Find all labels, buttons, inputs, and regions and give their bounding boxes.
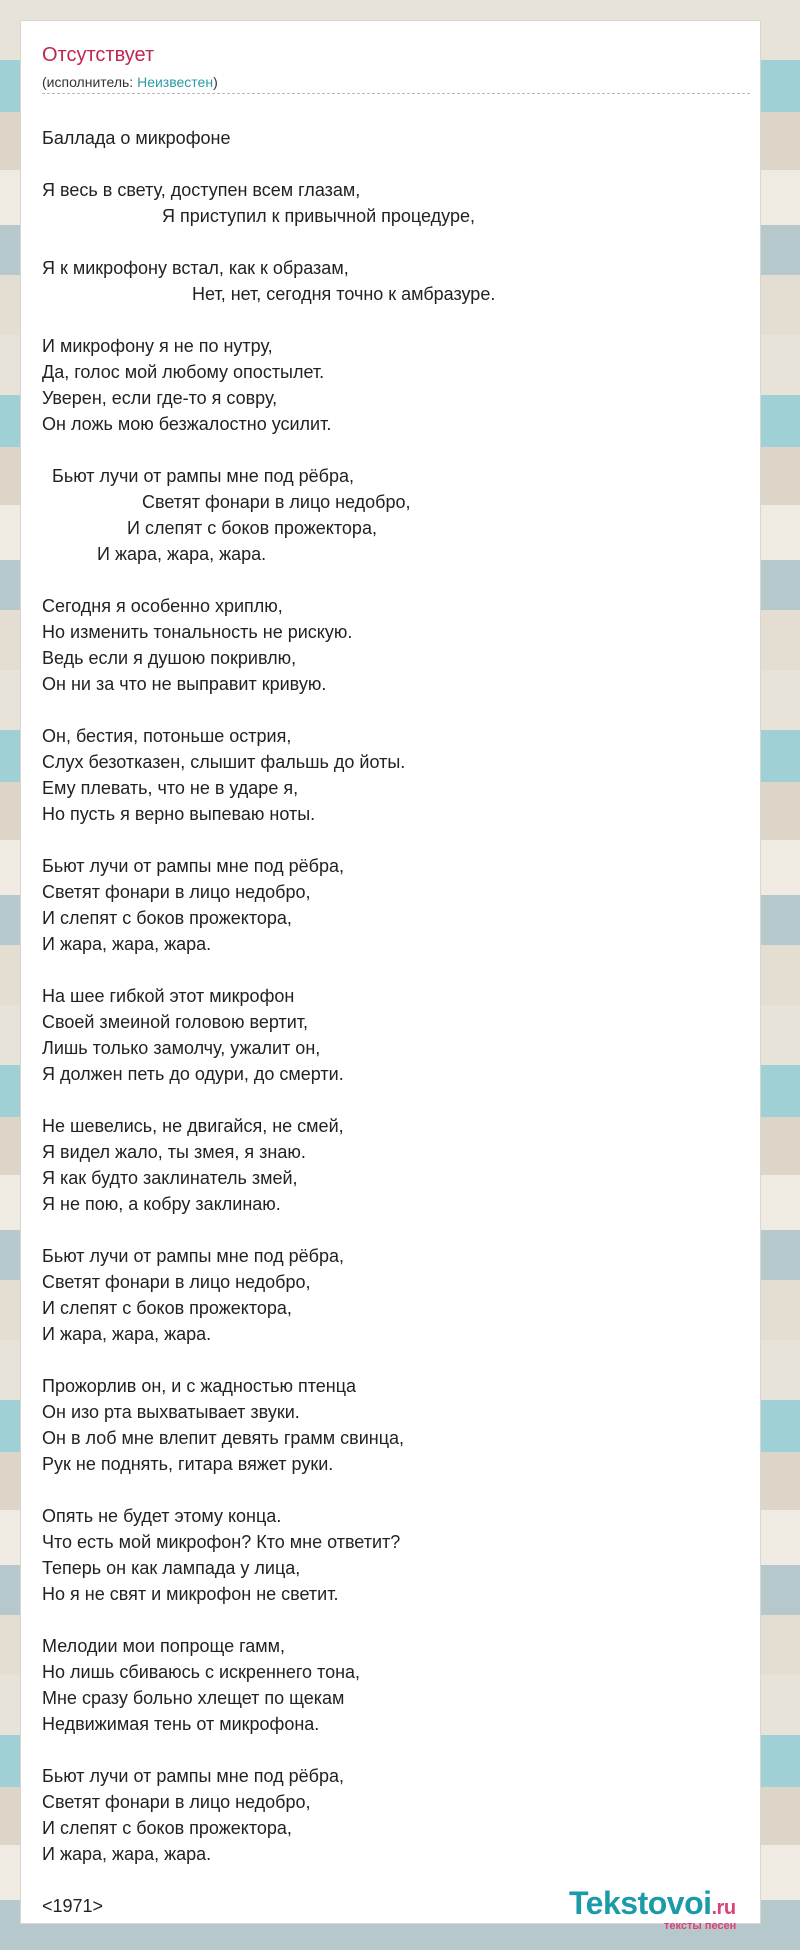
lyric-line: Сегодня я особенно хриплю, (42, 596, 283, 616)
logo-name: Tekstovoi (569, 1885, 712, 1921)
lyric-line (42, 1087, 495, 1113)
lyric-line: Но пусть я верно выпеваю ноты. (42, 804, 316, 824)
lyric-line (42, 567, 495, 593)
lyric-line (42, 229, 495, 255)
lyric-line: Что есть мой микрофон? Кто мне ответит? (42, 1532, 401, 1552)
lyric-line: Я должен петь до одури, до смерти. (42, 1064, 344, 1084)
lyric-line (42, 827, 495, 853)
artist-link[interactable]: Неизвестен (137, 74, 214, 90)
lyric-line: Баллада о микрофоне (42, 128, 231, 148)
lyric-line (42, 1347, 495, 1373)
lyric-line: Недвижимая тень от микрофона. (42, 1714, 320, 1734)
artist-line (42, 73, 218, 91)
lyric-line: Теперь он как лампада у лица, (42, 1558, 301, 1578)
lyric-line (42, 437, 495, 463)
lyric-line: Но лишь сбиваюсь с искреннего тона, (42, 1662, 361, 1682)
lyric-line: Мелодии мои попроще гамм, (42, 1636, 286, 1656)
lyrics-text (42, 125, 495, 1919)
lyric-line (42, 1867, 495, 1893)
lyric-line: Бьют лучи от рампы мне под рёбра, (42, 1246, 344, 1266)
lyric-line: Нет, нет, сегодня точно к амбразуре. (42, 284, 496, 304)
lyric-line: И жара, жара, жара. (42, 1324, 212, 1344)
lyric-line: Своей змеиной головою вертит, (42, 1012, 309, 1032)
lyric-line (42, 1217, 495, 1243)
lyric-line: Светят фонари в лицо недобро, (42, 1792, 311, 1812)
lyric-line: И жара, жара, жара. (42, 934, 212, 954)
lyric-line: На шее гибкой этот микрофон (42, 986, 295, 1006)
lyric-line: Ему плевать, что не в ударе я, (42, 778, 299, 798)
lyric-line: Но я не свят и микрофон не светит. (42, 1584, 339, 1604)
lyric-line (42, 957, 495, 983)
lyric-line: Я весь в свету, доступен всем глазам, (42, 180, 361, 200)
lyric-line (42, 151, 495, 177)
lyric-line (42, 697, 495, 723)
lyric-line: И слепят с боков прожектора, (42, 1818, 292, 1838)
lyric-line: Бьют лучи от рампы мне под рёбра, (42, 856, 344, 876)
lyric-line: Бьют лучи от рампы мне под рёбра, (42, 1766, 344, 1786)
lyric-line (42, 1737, 495, 1763)
logo-tagline: тексты песен (664, 1920, 737, 1932)
lyric-line: Прожорлив он, и с жадностью птенца (42, 1376, 357, 1396)
lyric-line: Он в лоб мне влепит девять грамм свинца, (42, 1428, 405, 1448)
lyric-line: И жара, жара, жара. (42, 544, 267, 564)
lyric-line: Опять не будет этому конца. (42, 1506, 282, 1526)
lyric-line: И микрофону я не по нутру, (42, 336, 273, 356)
lyrics-card (20, 20, 761, 1932)
divider (42, 93, 750, 94)
lyric-line: Бьют лучи от рампы мне под рёбра, (42, 466, 354, 486)
lyric-line: Он, бестия, потоньше острия, (42, 726, 292, 746)
lyric-line (42, 1607, 495, 1633)
lyric-line: Я не пою, а кобру заклинаю. (42, 1194, 281, 1214)
lyric-line: Слух безотказен, слышит фальшь до йоты. (42, 752, 406, 772)
lyric-line: Он изо рта выхватывает звуки. (42, 1402, 300, 1422)
lyric-line: Да, голос мой любому опостылет. (42, 362, 325, 382)
lyric-line: И жара, жара, жара. (42, 1844, 212, 1864)
lyric-line: Я приступил к привычной процедуре, (42, 206, 475, 226)
lyric-line: Он ложь мою безжалостно усилит. (42, 414, 332, 434)
lyric-line: Я как будто заклинатель змей, (42, 1168, 298, 1188)
lyric-line: И слепят с боков прожектора, (42, 908, 292, 928)
logo-suffix: .ru (711, 1897, 736, 1919)
lyric-line: Светят фонари в лицо недобро, (42, 492, 411, 512)
lyric-line: Я видел жало, ты змея, я знаю. (42, 1142, 306, 1162)
lyric-line: Уверен, если где-то я совру, (42, 388, 278, 408)
lyric-line (42, 1477, 495, 1503)
artist-suffix: ) (213, 74, 218, 90)
lyric-line: <1971> (42, 1896, 104, 1916)
lyric-line: Но изменить тональность не рискую. (42, 622, 353, 642)
lyric-line: Рук не поднять, гитара вяжет руки. (42, 1454, 334, 1474)
artist-prefix: (исполнитель: (42, 74, 138, 90)
lyric-line: Светят фонари в лицо недобро, (42, 1272, 311, 1292)
lyric-line: Мне сразу больно хлещет по щекам (42, 1688, 345, 1708)
lyric-line: Не шевелись, не двигайся, не смей, (42, 1116, 344, 1136)
lyric-line: Светят фонари в лицо недобро, (42, 882, 311, 902)
lyric-line: Я к микрофону встал, как к образам, (42, 258, 349, 278)
song-title: Отсутствует (42, 44, 155, 66)
lyric-line (42, 307, 495, 333)
lyric-line: Лишь только замолчу, ужалит он, (42, 1038, 321, 1058)
lyric-line: И слепят с боков прожектора, (42, 1298, 292, 1318)
lyric-line: Ведь если я душою покривлю, (42, 648, 297, 668)
lyric-line: Он ни за что не выправит кривую. (42, 674, 327, 694)
lyric-line: И слепят с боков прожектора, (42, 518, 377, 538)
